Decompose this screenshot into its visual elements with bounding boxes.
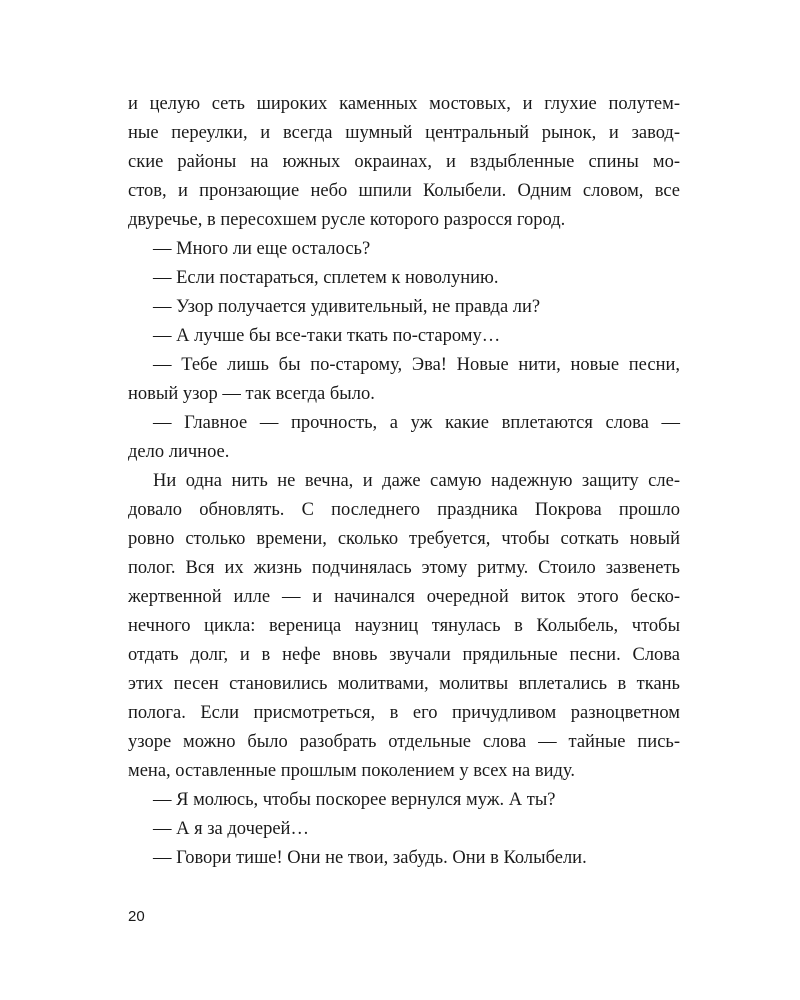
text-line: — А лучше бы все-таки ткать по-старому… [153, 326, 501, 346]
text-line: Ни одна нить не вечна, и даже самую надежную защиту сле- [153, 471, 680, 491]
page-number: 20 [128, 908, 145, 925]
text-line: — Я молюсь, чтобы поскорее вернулся муж. А ты? [153, 790, 556, 810]
text-line: стов, и пронзающие небо шпили Колыбели. Одним словом, все [128, 181, 680, 201]
text-line: мена, оставленные прошлым поколением у всех на виду. [128, 761, 575, 781]
text-line: узоре можно было разобрать отдельные слова — тайные пись- [128, 732, 680, 752]
text-line: полога. Если присмотреться, в его причудливом разноцветном [128, 703, 680, 723]
text-line: полог. Вся их жизнь подчинялась этому ритму. Стоило зазвенеть [128, 558, 680, 578]
text-line: ские районы на южных окраинах, и вздыбленные спины мо- [128, 152, 680, 172]
paragraph [128, 467, 680, 786]
text-line: этих песен становились молитвами, молитвы вплетались в ткань [128, 674, 680, 694]
paragraph [128, 264, 680, 293]
text-line: жертвенной илле — и начинался очередной виток этого беско- [128, 587, 680, 607]
text-line: — Говори тише! Они не твои, забудь. Они в Колыбели. [153, 848, 587, 868]
text-line: дело личное. [128, 442, 230, 462]
text-line: — Много ли еще осталось? [153, 239, 371, 259]
body-text [128, 90, 680, 873]
text-line: — Если постараться, сплетем к новолунию. [153, 268, 499, 288]
paragraph [128, 844, 680, 873]
paragraph [128, 235, 680, 264]
text-line: довало обновлять. С последнего праздника Покрова прошло [128, 500, 680, 520]
text-line: ровно столько времени, сколько требуется, чтобы соткать новый [128, 529, 680, 549]
text-line: — А я за дочерей… [153, 819, 309, 839]
paragraph [128, 409, 680, 467]
paragraph [128, 351, 680, 409]
text-line: — Главное — прочность, а уж какие вплетаются слова — [153, 413, 680, 433]
paragraph [128, 786, 680, 815]
text-line: двуречье, в пересохшем русле которого разросся город. [128, 210, 566, 230]
text-line: ные переулки, и всегда шумный центральный рынок, и завод- [128, 123, 680, 143]
text-line: и целую сеть широких каменных мостовых, и глухие полутем- [128, 94, 680, 114]
paragraph [128, 90, 680, 235]
paragraph [128, 322, 680, 351]
text-line: — Тебе лишь бы по-старому, Эва! Новые нити, новые песни, [153, 355, 680, 375]
text-line: новый узор — так всегда было. [128, 384, 375, 404]
text-line: отдать долг, и в нефе вновь звучали прядильные песни. Слова [128, 645, 680, 665]
text-line: — Узор получается удивительный, не правда ли? [153, 297, 541, 317]
paragraph [128, 815, 680, 844]
paragraph [128, 293, 680, 322]
text-line: нечного цикла: вереница наузниц тянулась в Колыбель, чтобы [128, 616, 680, 636]
